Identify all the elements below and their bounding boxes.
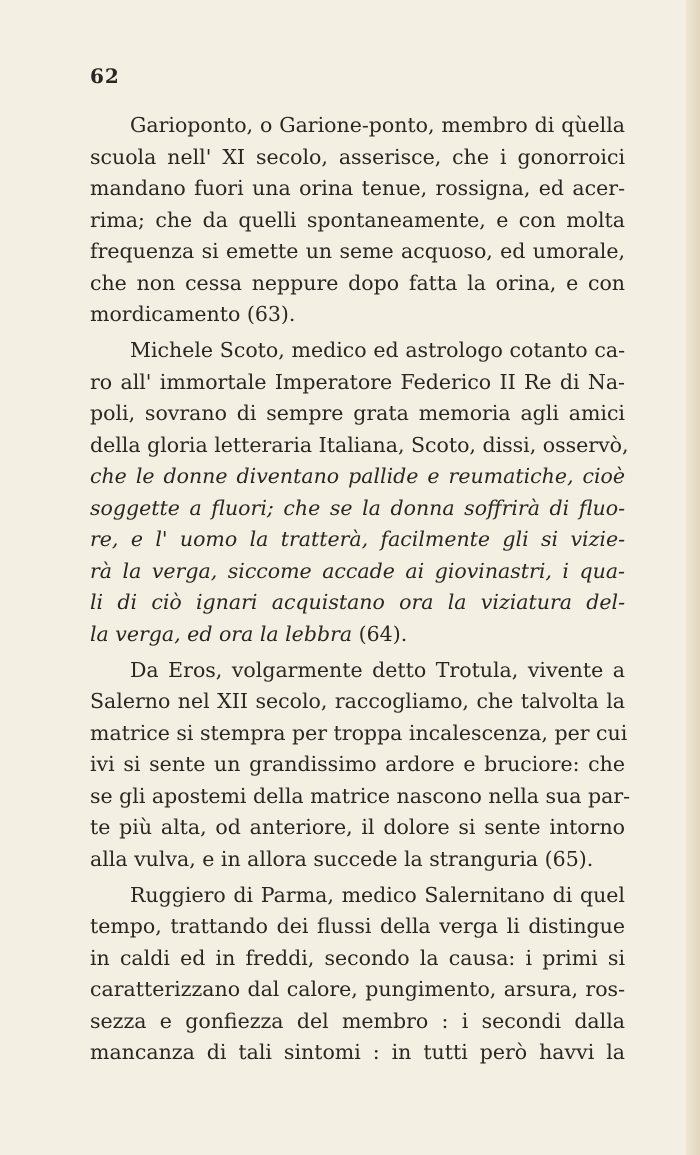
text-run: scuola nell' XI secolo, asserisce, che i gonorroici — [90, 144, 625, 169]
italic-text: rà la verga, siccome accade ai giovinastri, i qua- — [90, 558, 625, 583]
text-run: Da Eros, volgarmente detto Trotula, vivente a — [130, 657, 625, 682]
text-run: frequenza si emette un seme acquoso, ed umorale, — [90, 239, 625, 263]
text-run: in caldi ed in freddi, secondo la causa: i primi si — [90, 945, 625, 970]
text-line — [90, 655, 625, 687]
text-run: tempo, trattando dei flussi della verga li distingue — [90, 914, 625, 938]
text-line — [90, 236, 625, 268]
text-line — [90, 430, 629, 462]
text-run: rima; che da quelli spontaneamente, e con molta — [90, 207, 625, 232]
text-run: Ruggiero di Parma, medico Salernitano di quel — [130, 882, 625, 907]
paragraph — [90, 880, 625, 1069]
text-run: Salerno nel XII secolo, raccogliamo, che talvolta la — [90, 689, 625, 713]
text-line — [90, 911, 625, 943]
text-line — [90, 205, 625, 237]
text-run: alla vulva, e in allora succede la stranguria (65). — [90, 846, 594, 871]
text-line — [90, 268, 625, 300]
text-line — [90, 943, 625, 975]
text-run: che non cessa neppure dopo fatta la orina, e con — [90, 270, 625, 295]
italic-text: soggette a fluori; che se la donna soffrirà di fluo- — [90, 495, 625, 520]
paragraph — [90, 110, 625, 331]
text-line — [90, 367, 625, 399]
italic-text: li di ciò ignari acquistano ora la viziatura del- — [90, 590, 625, 614]
text-line — [90, 335, 625, 367]
italic-text: re, e l' uomo la tratterà, facilmente gli si vizie- — [90, 527, 625, 551]
text-line — [90, 749, 625, 781]
text-line — [90, 718, 628, 750]
text-line — [90, 461, 625, 493]
text-run: poli, sovrano di sempre grata memoria agli amici — [90, 401, 625, 425]
text-line — [90, 142, 625, 174]
text-run: mordicamento (63). — [90, 302, 296, 326]
text-run: matrice si stempra per troppa incalescenza, per cui — [90, 720, 628, 745]
text-line — [90, 1037, 625, 1069]
text-line — [90, 299, 625, 331]
text-run: della gloria letteraria Italiana, Scoto, dissi, osservò, — [90, 432, 629, 457]
text-line — [90, 524, 625, 556]
body-text — [90, 110, 631, 1073]
text-line — [90, 173, 625, 205]
text-run: Michele Scoto, medico ed astrologo cotanto ca- — [130, 338, 625, 362]
text-line — [90, 619, 625, 651]
text-run: te più alta, od anteriore, il dolore si sente intorno — [90, 815, 625, 839]
text-run: ivi si sente un grandissimo ardore e bruciore: che — [90, 752, 625, 776]
text-run: mandano fuori una orina tenue, rossigna, ed acer- — [90, 176, 625, 200]
text-line — [90, 781, 631, 813]
italic-text: la verga, ed ora la lebbra — [90, 621, 353, 646]
text-run: se gli apostemi della matrice nascono nella sua par- — [90, 783, 631, 808]
text-line — [90, 1006, 625, 1038]
text-run: Garioponto, o Garione-ponto, membro di qùella — [130, 113, 625, 137]
page-edge — [686, 0, 700, 1155]
text-run: sezza e gonfiezza del membro : i secondi dalla — [90, 1008, 625, 1033]
paragraph — [90, 335, 629, 650]
text-run: caratterizzano dal calore, pungimento, arsura, ros- — [90, 977, 625, 1001]
text-line — [90, 587, 625, 619]
text-line — [90, 880, 625, 912]
page-number: 62 — [90, 64, 120, 88]
text-line — [90, 493, 625, 525]
text-line — [90, 686, 625, 718]
text-line — [90, 844, 625, 876]
italic-text: che le donne diventano pallide e reumatiche, cioè — [90, 464, 625, 488]
text-line — [90, 812, 625, 844]
text-line — [90, 110, 625, 142]
text-run: (64). — [352, 621, 408, 646]
text-line — [90, 556, 625, 588]
text-run: mancanza di tali sintomi : in tutti però havvi la — [90, 1040, 625, 1064]
paragraph — [90, 655, 631, 876]
text-run: ro all' immortale Imperatore Federico II Re di Na- — [90, 369, 625, 394]
text-line — [90, 398, 625, 430]
text-line — [90, 974, 625, 1006]
